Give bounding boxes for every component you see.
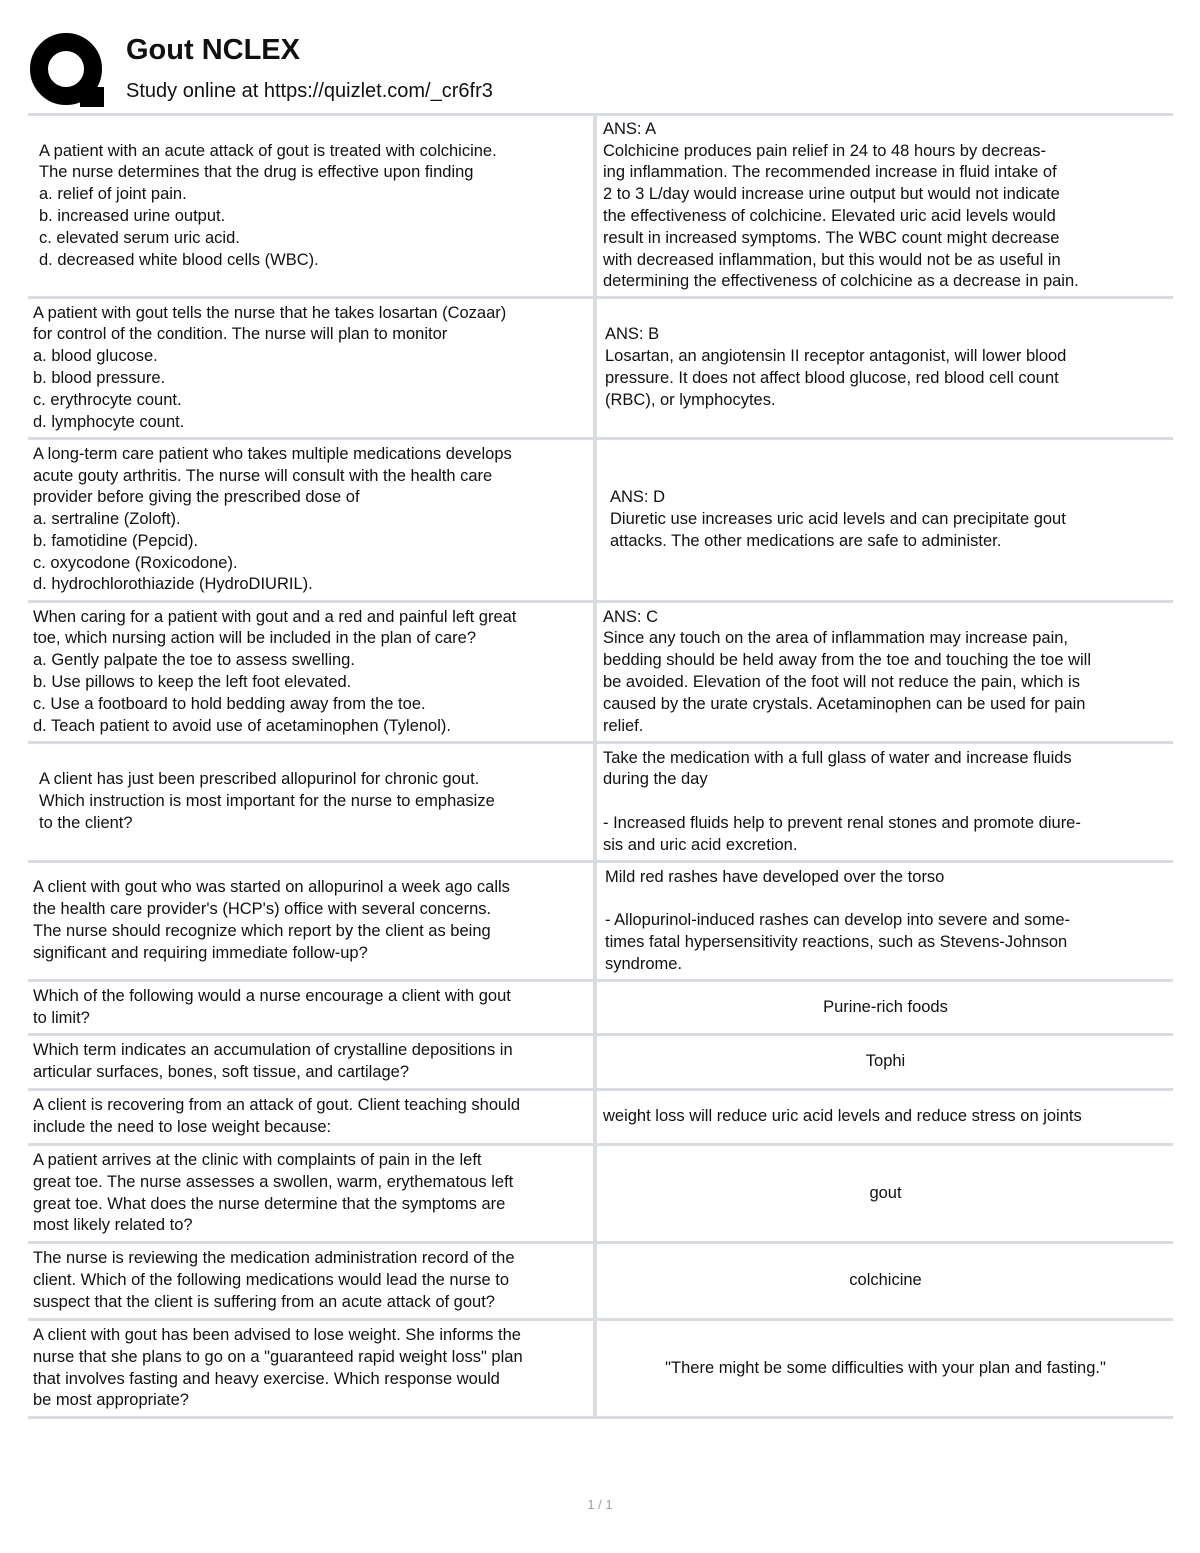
answer-cell: Purine-rich foods <box>823 997 948 1016</box>
answer-cell: Take the medication with a full glass of water and increase fluids during the day - Increased fluids help to prevent renal stones and promote diure- sis and uric acid excretion. <box>603 748 1081 854</box>
answer-cell: "There might be some difficulties with your plan and fasting." <box>665 1358 1106 1377</box>
flashcard-row <box>28 116 1173 299</box>
answer-cell: colchicine <box>849 1271 922 1290</box>
flashcard-row <box>28 982 1173 1036</box>
answer-cell: ANS: A Colchicine produces pain relief in 24 to 48 hours by decreas- ing inflammation. The recommended increase in fluid intake of 2 to 3 L/day would increase urine output but would not indicate the effectiveness of colchicine. Elevated uric acid levels would result in increased symptoms. The WBC count might decrease with decreased inflammation, but this would not be as useful in determining the effectiveness of colchicine as a decrease in pain. <box>603 119 1079 291</box>
question-cell: A long-term care patient who takes multiple medications develops acute gouty arthritis. The nurse will consult with the health care provider before giving the prescribed dose of a. sertraline (Zoloft). b. famotidine (Pepcid). c. oxycodone (Roxicodone). d. hydrochlorothiazide (HydroDIURIL). <box>28 440 597 600</box>
answer-cell: ANS: B Losartan, an angiotensin II receptor antagonist, will lower blood pressure. It does not affect blood glucose, red blood cell count (RBC), or lymphocytes. <box>605 325 1067 409</box>
flashcard-row <box>28 863 1173 982</box>
flashcard-row <box>28 1091 1173 1146</box>
flashcard-row <box>28 603 1173 744</box>
answer-cell: Tophi <box>865 1052 906 1071</box>
flashcard-row <box>28 744 1173 863</box>
flashcard-row <box>28 1321 1173 1419</box>
flashcard-row <box>28 1146 1173 1244</box>
question-cell: A client has just been prescribed allopurinol for chronic gout. Which instruction is most important for the nurse to emphasize to the client? <box>28 744 597 860</box>
quizlet-q-icon <box>28 31 108 111</box>
answer-cell: Mild red rashes have developed over the torso - Allopurinol-induced rashes can develop into severe and some- times fatal hypersensitivity reactions, such as Stevens-Johnson syndrome. <box>605 867 1071 973</box>
study-url[interactable]: Study online at https://quizlet.com/_cr6fr3 <box>126 80 493 102</box>
question-cell: A client is recovering from an attack of gout. Client teaching should include the need to lose weight because: <box>28 1091 597 1143</box>
question-cell: When caring for a patient with gout and a red and painful left great toe, which nursing action will be included in the plan of care? a. Gently palpate the toe to assess swelling. b. Use pillows to keep the left foot elevated. c. Use a footboard to hold bedding away from the toe. d. Teach patient to avoid use of acetaminophen (Tylenol). <box>28 603 597 741</box>
question-cell: A patient with gout tells the nurse that he takes losartan (Cozaar) for control of the condition. The nurse will plan to monitor a. blood glucose. b. blood pressure. c. erythrocyte count. d. lymphocyte count. <box>28 299 597 437</box>
question-cell: Which of the following would a nurse encourage a client with gout to limit? <box>28 982 597 1033</box>
question-cell: A client with gout who was started on allopurinol a week ago calls the health care provider's (HCP's) office with several concerns. The nurse should recognize which report by the client as being significant and requiring immediate follow-up? <box>28 863 597 979</box>
answer-cell: ANS: D Diuretic use increases uric acid levels and can precipitate gout attacks. The other medications are safe to administer. <box>610 488 1066 550</box>
answer-cell: ANS: C Since any touch on the area of inflammation may increase pain, bedding should be held away from the toe and touching the toe will be avoided. Elevation of the foot will not reduce the pain, which is caused by the urate crystals. Acetaminophen can be used for pain relief. <box>603 607 1091 735</box>
flashcard-row <box>28 1036 1173 1091</box>
flashcard-row <box>28 299 1173 440</box>
flashcard-row <box>28 440 1173 603</box>
flashcard-list <box>28 113 1173 1419</box>
answer-cell: weight loss will reduce uric acid levels and reduce stress on joints <box>603 1107 1082 1126</box>
question-cell: A client with gout has been advised to lose weight. She informs the nurse that she plans to go on a "guaranteed rapid weight loss" plan that involves fasting and heavy exercise. Which response would be most appropriate? <box>28 1321 597 1416</box>
flashcard-row <box>28 1244 1173 1321</box>
question-cell: A patient arrives at the clinic with complaints of pain in the left great toe. The nurse assesses a swollen, warm, erythematous left great toe. What does the nurse determine that the symptoms are most likely related to? <box>28 1146 597 1241</box>
page-header <box>28 28 1178 110</box>
page-title: Gout NCLEX <box>126 34 300 66</box>
answer-cell: gout <box>869 1183 902 1202</box>
question-cell: The nurse is reviewing the medication administration record of the client. Which of the following medications would lead the nurse to suspect that the client is suffering from an acute attack of gout? <box>28 1244 597 1318</box>
page-indicator: 1 / 1 <box>587 1497 613 1512</box>
question-cell: A patient with an acute attack of gout is treated with colchicine. The nurse determines that the drug is effective upon finding a. relief of joint pain. b. increased urine output. c. elevated serum uric acid. d. decreased white blood cells (WBC). <box>28 116 597 296</box>
question-cell: Which term indicates an accumulation of crystalline depositions in articular surfaces, bones, soft tissue, and cartilage? <box>28 1036 597 1088</box>
